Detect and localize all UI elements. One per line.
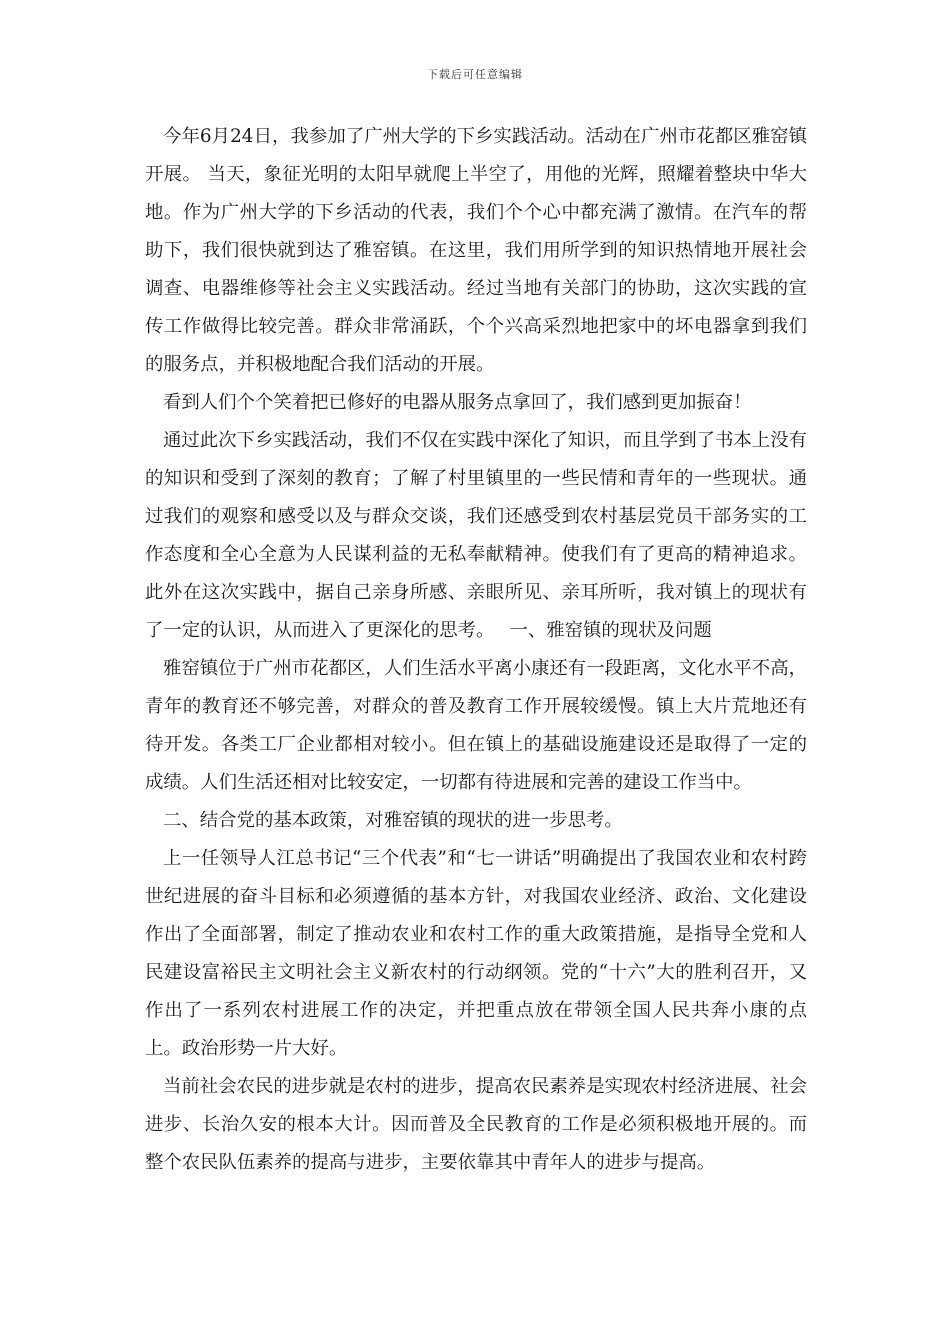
section-heading-two: 二、结合党的基本政策，对雅窑镇的现状的进一步思考。 bbox=[163, 810, 623, 831]
paragraph-learning: 通过此次下乡实践活动，我们不仅在实践中深化了知识，而且学到了书本上没有的知识和受到了深刻的教育；了解了村里镇里的一些民情和青年的一些现状。通过我们的观察和感受以及与群众交谈，我们还感受到农村基层党员干部务实的工作态度和全心全意为人民谋利益的无私奉献精神。使我们有了更高的精神追求。此外在这次实践中，据自己亲身所感、亲眼所见、亲耳所听，我对镇上的现状有了一定的认识，从而进入了更深化的思考。 一、雅窑镇的现状及问题 bbox=[145, 430, 807, 641]
paragraph-policy: 上一任领导人江总书记“三个代表”和“七一讲话”明确提出了我国农业和农村跨世纪进展的奋斗目标和必须遵循的基本方针，对我国农业经济、政治、文化建设作出了全面部署，制定了推动农业和农村工作的重大政策措施，是指导全党和人民建设富裕民主文明社会主义新农村的行动纲领。党的“十六”大的胜利召开，又作出了一系列农村进展工作的决定，并把重点放在带领全国人民共奔小康的点上。政治形势一片大好。 bbox=[145, 848, 807, 1059]
document-body bbox=[145, 118, 807, 1182]
paragraph-excitement: 看到人们个个笑着把已修好的电器从服务点拿回了，我们感到更加振奋！ bbox=[163, 392, 752, 413]
paragraph-intro: 今年6月24日，我参加了广州大学的下乡实践活动。活动在广州市花都区雅窑镇开展。 当天，象征光明的太阳早就爬上半空了，用他的光辉，照耀着整块中华大地。作为广州大学的下乡活动的代表，我们个个心中都充满了激情。在汽车的帮助下，我们很快就到达了雅窑镇。在这里，我们用所学到的知识热情地开展社会调查、电器维修等社会主义实践活动。经过当地有关部门的协助，这次实践的宣传工作做得比较完善。群众非常涌跃，个个兴高采烈地把家中的坏电器拿到我们的服务点，并积极地配合我们活动的开展。 bbox=[145, 126, 807, 375]
page-header: 下载后可任意编辑 bbox=[427, 68, 523, 81]
paragraph-status: 雅窑镇位于广州市花都区，人们生活水平离小康还有一段距离，文化水平不高，青年的教育还不够完善，对群众的普及教育工作开展较缓慢。镇上大片荒地还有待开发。各类工厂企业都相对较小。但在镇上的基础设施建设还是取得了一定的成绩。人们生活还相对比较安定，一切都有待进展和完善的建设工作当中。 bbox=[145, 658, 807, 793]
paragraph-education: 当前社会农民的进步就是农村的进步，提高农民素养是实现农村经济进展、社会进步、长治久安的根本大计。因而普及全民教育的工作是必须积极地开展的。而整个农民队伍素养的提高与进步，主要依靠其中青年人的进步与提高。 bbox=[145, 1076, 807, 1173]
